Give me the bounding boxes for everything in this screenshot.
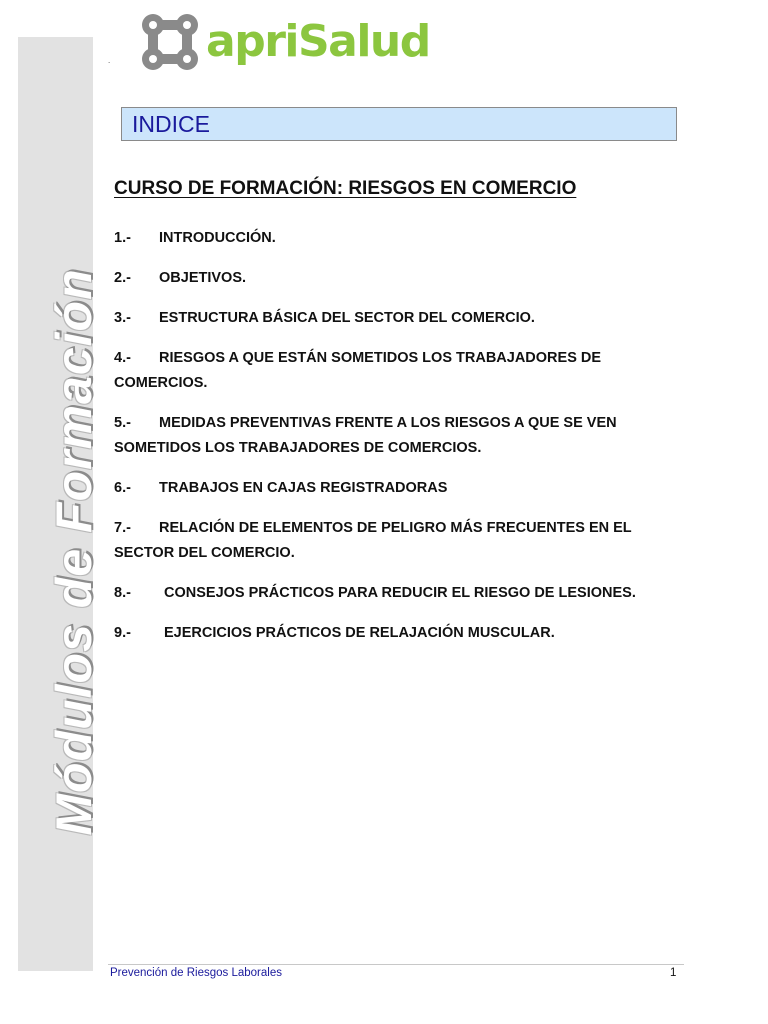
toc-number: 7.- [114, 520, 131, 536]
page-number: 1 [670, 967, 677, 979]
toc-item [114, 346, 684, 396]
toc-item [114, 226, 684, 251]
toc-number: 9.- [114, 625, 131, 641]
footer-text: Prevención de Riesgos Laborales [110, 967, 282, 979]
footer-divider [108, 964, 684, 965]
toc-number: 3.- [114, 310, 131, 326]
logo-wordmark: apriSalud [206, 16, 430, 67]
toc-text: EJERCICIOS PRÁCTICOS DE RELAJACIÓN MUSCULAR. [164, 625, 555, 641]
toc-number: 1.- [114, 230, 131, 246]
toc-item [114, 621, 684, 646]
toc-number: 8.- [114, 585, 131, 601]
course-title: CURSO DE FORMACIÓN: RIESGOS EN COMERCIO [114, 178, 577, 199]
toc-number: 5.- [114, 415, 131, 431]
toc-text: RELACIÓN DE ELEMENTOS DE PELIGRO MÁS FRECUENTES EN EL SECTOR DEL COMERCIO. [114, 520, 632, 561]
toc-item [114, 306, 684, 331]
logo [140, 12, 430, 72]
toc-text: CONSEJOS PRÁCTICOS PARA REDUCIR EL RIESGO DE LESIONES. [164, 585, 636, 601]
toc-item [114, 266, 684, 291]
table-of-contents [114, 226, 684, 661]
index-heading-box [121, 107, 677, 141]
toc-number: 6.- [114, 480, 131, 496]
toc-number: 2.- [114, 270, 131, 286]
toc-text: RIESGOS A QUE ESTÁN SOMETIDOS LOS TRABAJADORES DE COMERCIOS. [114, 350, 602, 391]
toc-item [114, 581, 684, 606]
toc-text: TRABAJOS EN CAJAS REGISTRADORAS [159, 480, 448, 496]
toc-text: MEDIDAS PREVENTIVAS FRENTE A LOS RIESGOS A QUE SE VEN SOMETIDOS LOS TRABAJADORES DE COMERCIOS. [114, 415, 617, 456]
toc-number: 4.- [114, 350, 131, 366]
index-title: INDICE [132, 111, 210, 137]
header-dot: . [108, 56, 111, 65]
sidebar-band [18, 37, 102, 971]
toc-text: OBJETIVOS. [159, 270, 247, 286]
toc-item [114, 411, 684, 461]
toc-item [114, 476, 684, 501]
cross-knot-icon [140, 13, 200, 71]
toc-text: INTRODUCCIÓN. [159, 230, 276, 246]
toc-item [114, 516, 684, 566]
toc-text: ESTRUCTURA BÁSICA DEL SECTOR DEL COMERCIO. [159, 310, 535, 326]
sidebar-vertical-title: Módulos de Formación [46, 268, 102, 836]
